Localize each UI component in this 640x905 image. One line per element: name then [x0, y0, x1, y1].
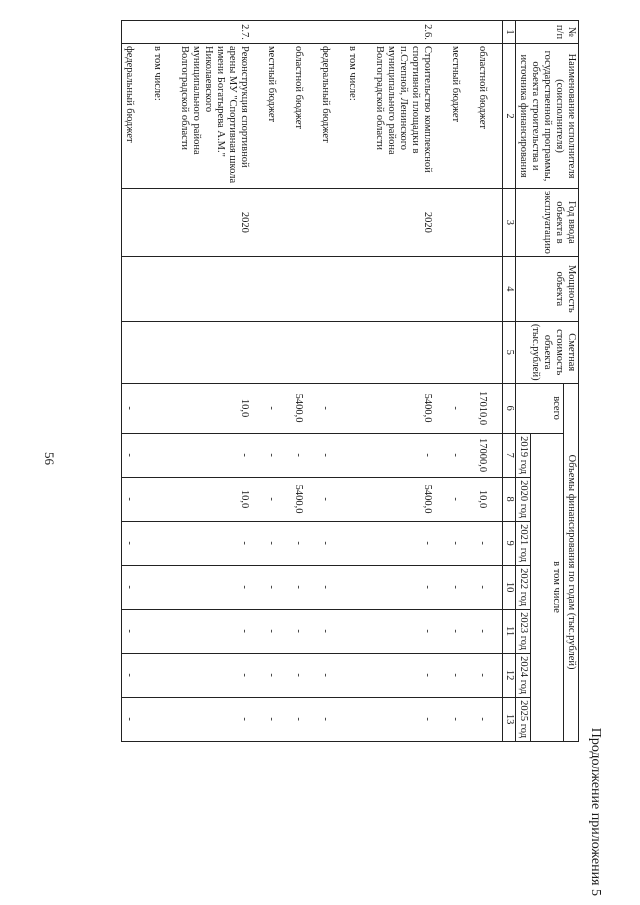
row-total: -: [122, 383, 150, 433]
row-year-value: [345, 521, 372, 565]
table-row: [372, 21, 447, 742]
column-number: 3: [502, 189, 515, 257]
row-year-value: -: [475, 521, 503, 565]
row-year-value: -: [318, 653, 345, 697]
row-year-value: -: [291, 521, 318, 565]
row-year-value: -: [264, 565, 291, 609]
row-year-value: -: [475, 609, 503, 653]
row-name: Строительство комплексной спортивной площадки в п.Степной, Ленинского муниципального района Волгоградской области: [372, 44, 447, 189]
row-num: [448, 21, 475, 44]
row-estimate: [122, 321, 150, 383]
row-year-value: -: [264, 653, 291, 697]
row-capacity: [264, 256, 291, 321]
row-year-value: -: [448, 433, 475, 477]
row-year-value: [150, 433, 177, 477]
row-year-value: -: [291, 609, 318, 653]
row-year: [122, 189, 150, 257]
row-year-value: -: [122, 697, 150, 741]
row-capacity: [150, 256, 177, 321]
row-total: 10,0: [177, 383, 264, 433]
row-name: местный бюджет: [448, 44, 475, 189]
row-estimate: [177, 321, 264, 383]
row-year-value: -: [122, 477, 150, 521]
row-estimate: [372, 321, 447, 383]
header-year-in: Год ввода объекта в эксплуатацию: [515, 189, 578, 257]
row-year: 2020: [177, 189, 264, 257]
row-num: 2.6.: [372, 21, 447, 44]
row-year-value: -: [177, 565, 264, 609]
row-name: федеральный бюджет: [318, 44, 345, 189]
row-num: [150, 21, 177, 44]
row-num: [318, 21, 345, 44]
row-year-value: -: [177, 609, 264, 653]
row-name: в том числе:: [150, 44, 177, 189]
table-row: [345, 21, 372, 742]
row-year-value: -: [177, 433, 264, 477]
row-total: 5400,0: [372, 383, 447, 433]
row-year-value: -: [291, 433, 318, 477]
header-name: Наименование исполнителя (соисполнителя) государственной программы, объекта строительства и источника финансирования: [515, 44, 578, 189]
row-year-value: -: [122, 565, 150, 609]
row-name: в том числе:: [345, 44, 372, 189]
row-estimate: [475, 321, 503, 383]
header-funding: Объемы финансирования по годам (тыс.рублей): [563, 383, 578, 741]
column-number: 7: [502, 433, 515, 477]
row-year-value: 10,0: [475, 477, 503, 521]
row-year-value: -: [122, 653, 150, 697]
header-year: 2024 год: [515, 653, 530, 697]
column-number: 5: [502, 321, 515, 383]
row-total: -: [448, 383, 475, 433]
row-num: 2.7.: [177, 21, 264, 44]
row-year-value: -: [291, 653, 318, 697]
row-year-value: -: [177, 653, 264, 697]
row-total: -: [264, 383, 291, 433]
row-year-value: [150, 697, 177, 741]
row-estimate: [291, 321, 318, 383]
row-name: местный бюджет: [264, 44, 291, 189]
header-year: 2021 год: [515, 521, 530, 565]
row-year-value: -: [372, 653, 447, 697]
row-total: [150, 383, 177, 433]
row-name: федеральный бюджет: [122, 44, 150, 189]
row-year: [150, 189, 177, 257]
table-row: [177, 21, 264, 742]
row-num: [475, 21, 503, 44]
row-capacity: [122, 256, 150, 321]
row-year-value: -: [122, 609, 150, 653]
row-capacity: [448, 256, 475, 321]
row-year-value: -: [475, 565, 503, 609]
row-year-value: [345, 477, 372, 521]
row-year-value: -: [122, 521, 150, 565]
continuation-title: Продолжение приложения 5: [588, 727, 603, 896]
row-year-value: [345, 609, 372, 653]
row-capacity: [318, 256, 345, 321]
document-sheet: [50, 20, 605, 900]
row-year-value: -: [372, 565, 447, 609]
header-incl: в том числе: [530, 433, 563, 741]
row-total: 17010,0: [475, 383, 503, 433]
row-num: [122, 21, 150, 44]
row-year-value: -: [264, 433, 291, 477]
row-year-value: -: [372, 609, 447, 653]
header-year: 2023 год: [515, 609, 530, 653]
row-year-value: -: [318, 565, 345, 609]
row-name: областной бюджет: [291, 44, 318, 189]
row-estimate: [345, 321, 372, 383]
table-row: [122, 21, 150, 742]
column-number: 9: [502, 521, 515, 565]
row-estimate: [264, 321, 291, 383]
row-year-value: -: [448, 477, 475, 521]
row-year: [448, 189, 475, 257]
row-year-value: [150, 609, 177, 653]
header-year: 2025 год: [515, 697, 530, 741]
column-number: 6: [502, 383, 515, 433]
row-year-value: -: [264, 521, 291, 565]
table-row: [291, 21, 318, 742]
header-year: 2020 год: [515, 477, 530, 521]
row-year-value: -: [291, 697, 318, 741]
row-year-value: -: [448, 565, 475, 609]
row-year-value: -: [122, 433, 150, 477]
row-year-value: -: [177, 697, 264, 741]
table-row: [150, 21, 177, 742]
row-year-value: -: [177, 521, 264, 565]
column-number: 11: [502, 609, 515, 653]
row-num: [345, 21, 372, 44]
row-year-value: 10,0: [177, 477, 264, 521]
row-year-value: -: [264, 477, 291, 521]
row-num: [291, 21, 318, 44]
row-year-value: -: [318, 433, 345, 477]
row-year: [475, 189, 503, 257]
header-year: 2022 год: [515, 565, 530, 609]
row-year-value: [150, 565, 177, 609]
row-year-value: [345, 697, 372, 741]
row-year-value: [345, 433, 372, 477]
column-number: 2: [502, 44, 515, 189]
table-row: [475, 21, 503, 742]
header-capacity: Мощность объекта: [515, 256, 578, 321]
row-year: [345, 189, 372, 257]
column-number: 8: [502, 477, 515, 521]
column-number: 13: [502, 697, 515, 741]
row-year-value: -: [448, 521, 475, 565]
row-year-value: 17000,0: [475, 433, 503, 477]
row-name: Реконструкция спортивной арены МУ "Спортивная школа имени Богатырева А.М." Николаевского муниципального района Волгоградской области: [177, 44, 264, 189]
row-capacity: [291, 256, 318, 321]
row-total: [345, 383, 372, 433]
row-year: [291, 189, 318, 257]
row-total: 5400,0: [291, 383, 318, 433]
page-number: 56: [42, 452, 57, 465]
row-year-value: -: [372, 433, 447, 477]
row-year-value: [150, 521, 177, 565]
row-name: областной бюджет: [475, 44, 503, 189]
column-number: 12: [502, 653, 515, 697]
row-year-value: -: [475, 697, 503, 741]
row-year-value: -: [318, 477, 345, 521]
column-number: 4: [502, 256, 515, 321]
table-row: [318, 21, 345, 742]
row-year-value: -: [475, 653, 503, 697]
row-num: [264, 21, 291, 44]
header-year: 2019 год: [515, 433, 530, 477]
row-estimate: [150, 321, 177, 383]
header-num: № п/п: [515, 21, 578, 44]
row-capacity: [475, 256, 503, 321]
row-year-value: -: [448, 653, 475, 697]
row-year-value: 5400,0: [291, 477, 318, 521]
financing-table: [121, 20, 579, 742]
header-estimate: Сметная стоимость объекта (тыс.рублей): [515, 321, 578, 383]
row-year-value: [150, 477, 177, 521]
row-capacity: [177, 256, 264, 321]
row-year-value: [150, 653, 177, 697]
row-estimate: [318, 321, 345, 383]
table-row: [448, 21, 475, 742]
row-year: [318, 189, 345, 257]
row-year: 2020: [372, 189, 447, 257]
row-year-value: 5400,0: [372, 477, 447, 521]
row-year-value: -: [318, 609, 345, 653]
row-year-value: -: [291, 565, 318, 609]
row-year-value: [345, 653, 372, 697]
row-capacity: [345, 256, 372, 321]
row-year-value: -: [448, 609, 475, 653]
row-year-value: -: [318, 697, 345, 741]
row-year-value: [345, 565, 372, 609]
row-year-value: -: [264, 697, 291, 741]
row-year-value: -: [372, 521, 447, 565]
row-capacity: [372, 256, 447, 321]
column-number: 10: [502, 565, 515, 609]
row-total: -: [318, 383, 345, 433]
table-row: [264, 21, 291, 742]
row-year-value: -: [372, 697, 447, 741]
row-estimate: [448, 321, 475, 383]
header-total: всего: [515, 383, 563, 433]
row-year-value: -: [264, 609, 291, 653]
row-year-value: -: [318, 521, 345, 565]
row-year: [264, 189, 291, 257]
column-number: 1: [502, 21, 515, 44]
row-year-value: -: [448, 697, 475, 741]
